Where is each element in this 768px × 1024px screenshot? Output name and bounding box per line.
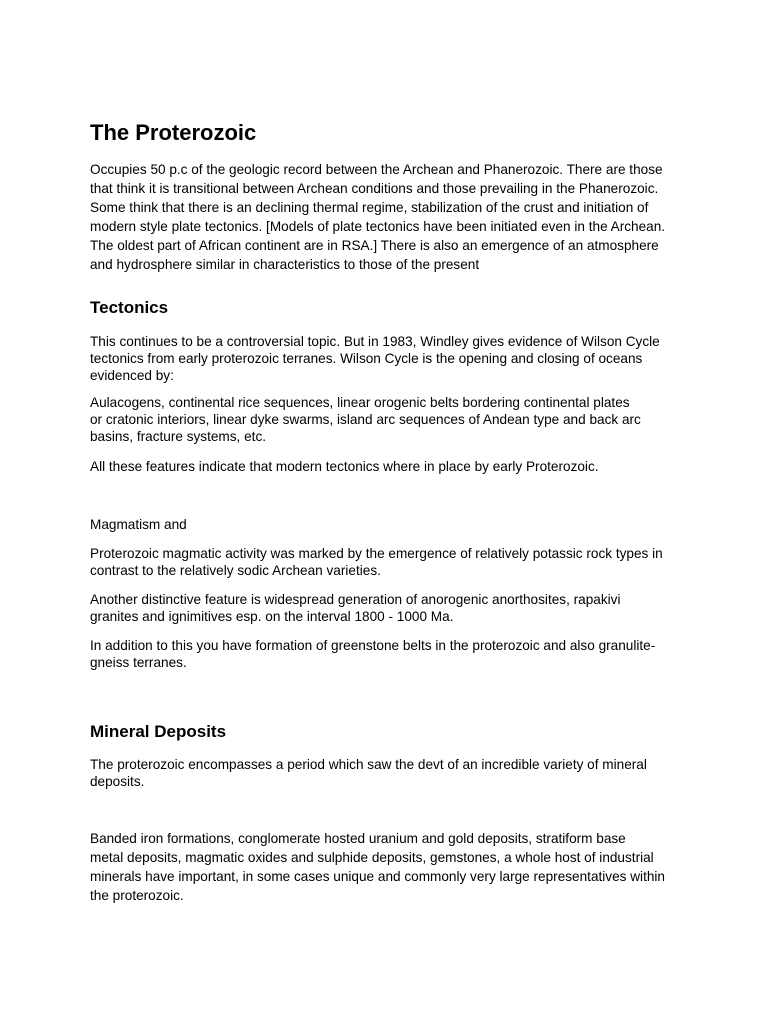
text-line: Proterozoic magmatic activity was marked by the emergence of relatively potassic rock types in	[90, 545, 663, 561]
text-line: metal deposits, magmatic oxides and sulphide deposits, gemstones, a whole host of industrial	[90, 850, 654, 866]
magmatism-heading: Magmatism and	[90, 516, 187, 532]
tectonics-heading: Tectonics	[90, 298, 169, 318]
text-line: granites and ignimitives esp. on the interval 1800 - 1000 Ma.	[90, 608, 454, 624]
text-line: This continues to be a controversial topic. But in 1983, Windley gives evidence of Wilson Cycle	[90, 333, 660, 349]
text-line: Banded iron formations, conglomerate hosted uranium and gold deposits, stratiform base	[90, 831, 626, 847]
tectonics-paragraph-3: All these features indicate that modern tectonics where in place by early Proterozoic.	[90, 458, 599, 474]
mineral-deposits-heading: Mineral Deposits	[90, 721, 227, 741]
page-title: The Proterozoic	[90, 120, 257, 145]
magmatism-paragraph-3	[90, 637, 680, 671]
text-line: contrast to the relatively sodic Archean varieties.	[90, 562, 381, 578]
text-line: The proterozoic encompasses a period which saw the devt of an incredible variety of mineral	[90, 757, 647, 773]
text-line: Another distinctive feature is widespread generation of anorogenic anorthosites, rapakivi	[90, 591, 621, 607]
text-line: Occupies 50 p.c of the geologic record between the Archean and Phanerozoic. There are those	[90, 162, 663, 178]
text-line: and hydrosphere similar in characteristics to those of the present	[90, 257, 480, 273]
mineral-paragraph-1	[90, 756, 680, 790]
magmatism-paragraph-1	[90, 545, 680, 579]
text-line: In addition to this you have formation of greenstone belts in the proterozoic and also granulite-	[90, 637, 656, 653]
text-line: modern style plate tectonics. [Models of plate tectonics have been initiated even in the Archean.	[90, 219, 666, 235]
mineral-paragraph-2	[90, 829, 680, 905]
text-line: The oldest part of African continent are in RSA.] There is also an emergence of an atmosphere	[90, 238, 659, 254]
intro-paragraph	[90, 160, 680, 274]
tectonics-paragraph-2	[90, 394, 680, 445]
text-line: basins, fracture systems, etc.	[90, 428, 267, 444]
text-line: Some think that there is an declining thermal regime, stabilization of the crust and initiation of	[90, 200, 649, 216]
text-line: that think it is transitional between Archean conditions and those prevailing in the Phanerozoic.	[90, 181, 659, 197]
magmatism-paragraph-2	[90, 591, 680, 625]
tectonics-paragraph-1	[90, 333, 680, 384]
text-line: Aulacogens, continental rice sequences, linear orogenic belts bordering continental plates	[90, 394, 630, 410]
text-line: gneiss terranes.	[90, 654, 187, 670]
text-line: deposits.	[90, 774, 145, 790]
text-line: the proterozoic.	[90, 888, 184, 904]
text-line: tectonics from early proterozoic terranes. Wilson Cycle is the opening and closing of oceans	[90, 350, 643, 366]
text-line: or cratonic interiors, linear dyke swarms, island arc sequences of Andean type and back arc	[90, 411, 641, 427]
text-line: evidenced by:	[90, 367, 174, 383]
text-line: minerals have important, in some cases unique and commonly very large representatives within	[90, 869, 665, 885]
